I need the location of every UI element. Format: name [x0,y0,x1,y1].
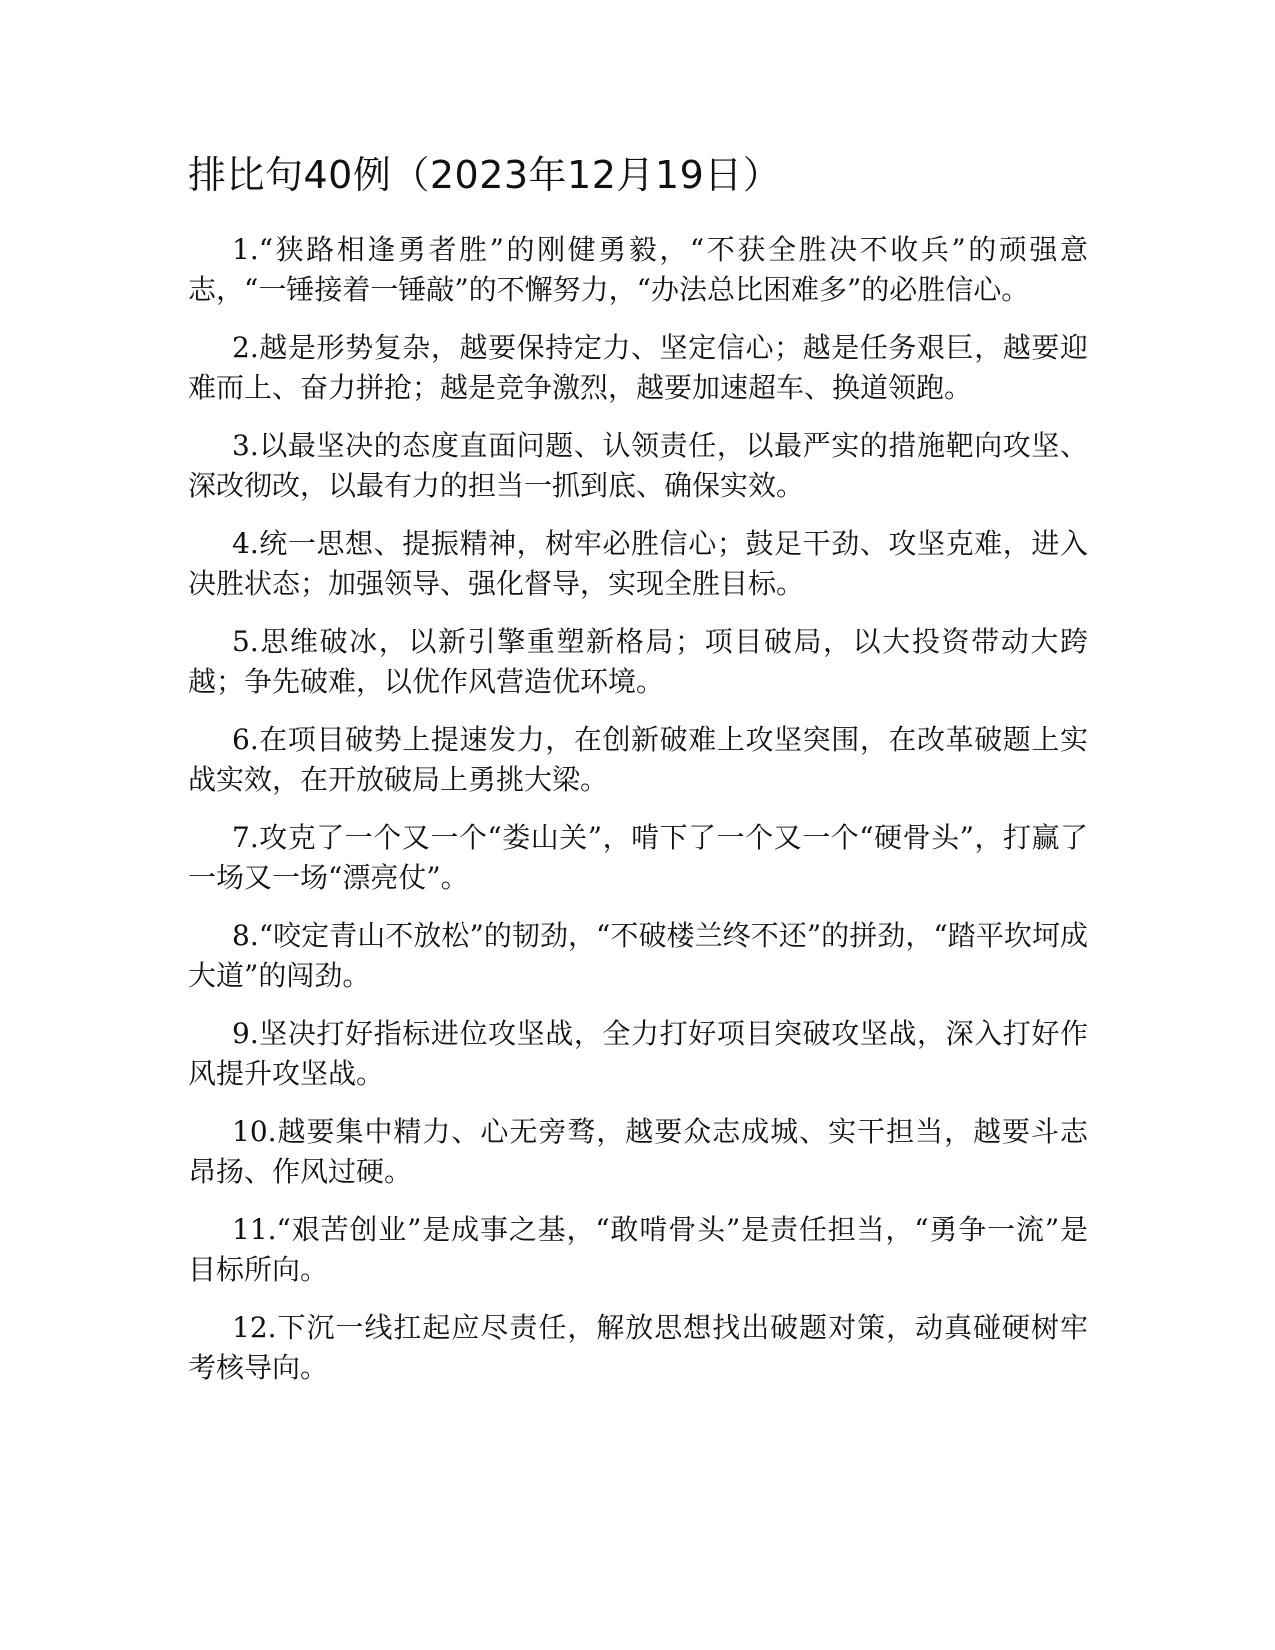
paragraph-2: 2.越是形势复杂，越要保持定力、坚定信心；越是任务艰巨，越要迎难而上、奋力拼抢；越是竞争激烈，越要加速超车、换道领跑。 [188,331,1088,404]
paragraph-12: 12.下沉一线扛起应尽责任，解放思想找出破题对策，动真碰硬树牢考核导向。 [188,1311,1088,1384]
paragraph-8: 8.“咬定青山不放松”的韧劲，“不破楼兰终不还”的拼劲，“踏平坎坷成大道”的闯劲。 [188,919,1088,992]
paragraph-11: 11.“艰苦创业”是成事之基，“敢啃骨头”是责任担当，“勇争一流”是目标所向。 [188,1213,1088,1286]
paragraph-6: 6.在项目破势上提速发力，在创新破难上攻坚突围，在改革破题上实战实效，在开放破局上勇挑大梁。 [188,723,1088,796]
paragraph-5: 5.思维破冰，以新引擎重塑新格局；项目破局，以大投资带动大跨越；争先破难，以优作风营造优环境。 [188,625,1088,698]
paragraph-4: 4.统一思想、提振精神，树牢必胜信心；鼓足干劲、攻坚克难，进入决胜状态；加强领导、强化督导，实现全胜目标。 [188,527,1088,600]
paragraph-9: 9.坚决打好指标进位攻坚战，全力打好项目突破攻坚战，深入打好作风提升攻坚战。 [188,1017,1088,1090]
paragraph-10: 10.越要集中精力、心无旁骛，越要众志成城、实干担当，越要斗志昂扬、作风过硬。 [188,1115,1088,1188]
paragraph-1: 1.“狭路相逢勇者胜”的刚健勇毅，“不获全胜决不收兵”的顽强意志，“一锤接着一锤敲”的不懈努力，“办法总比困难多”的必胜信心。 [188,233,1088,306]
document-title: 排比句40例（2023年12月19日） [188,153,782,197]
paragraph-7: 7.攻克了一个又一个“娄山关”，啃下了一个又一个“硬骨头”，打赢了一场又一场“漂亮仗”。 [188,821,1088,894]
paragraph-3: 3.以最坚决的态度直面问题、认领责任，以最严实的措施靶向攻坚、深改彻改，以最有力的担当一抓到底、确保实效。 [188,429,1088,502]
document-page [188,146,1088,1406]
